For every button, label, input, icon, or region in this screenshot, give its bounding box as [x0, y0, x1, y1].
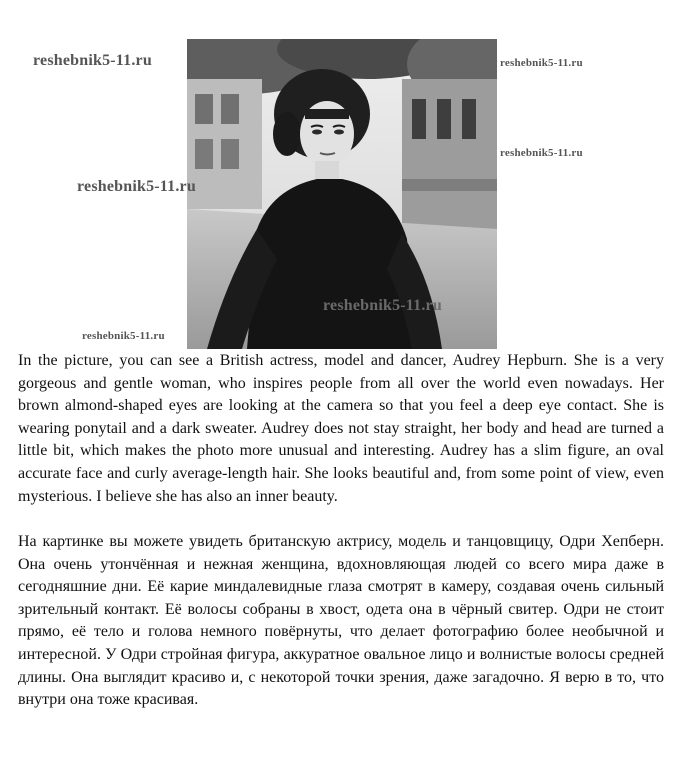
watermark-text: reshebnik5-11.ru [77, 178, 196, 195]
watermark-text: reshebnik5-11.ru [500, 57, 583, 69]
watermark-text: reshebnik5-11.ru [500, 147, 583, 159]
watermark-text: reshebnik5-11.ru [323, 297, 442, 314]
watermark-text: reshebnik5-11.ru [33, 52, 152, 69]
watermark-text: reshebnik5-11.ru [82, 330, 165, 342]
english-description-paragraph: In the picture, you can see a British actress, model and dancer, Audrey Hepburn. She is a very gorgeous and gentle woman, who inspires people from all over the world even nowadays. Her brown almond-shaped eyes are looking at the camera so that you feel a deep eye contact. She is wearing ponytail and a dark sweater. Audrey does not stay straight, her body and head are turned a little bit, which makes the photo more unusual and interesting. Audrey has a slim figure, an oval accurate face and curly average-length hair. She looks beautiful and, from some point of view, even mysterious. I believe she has also an inner beauty. [18, 352, 664, 505]
russian-description-paragraph: На картинке вы можете увидеть британскую актрису, модель и танцовщицу, Одри Хепберн. Она очень утончённая и нежная женщина, вдохновляющая людей со всего мира даже в сегодняшние дни. Её карие миндалевидные глаза смотрят в камеру, создавая очень сильный зрительный контакт. Её волосы собраны в хвост, одета она в чёрный свитер. Одри не стоит прямо, её тело и голова немного повёрнуты, что делает фотографию более необычной и интересной. У Одри стройная фигура, аккуратное овальное лицо и волнистые волосы средней длины. Она выглядит красиво и, с некоторой точки зрения, даже загадочно. Я верю в то, что внутри она тоже красивая. [18, 533, 664, 709]
